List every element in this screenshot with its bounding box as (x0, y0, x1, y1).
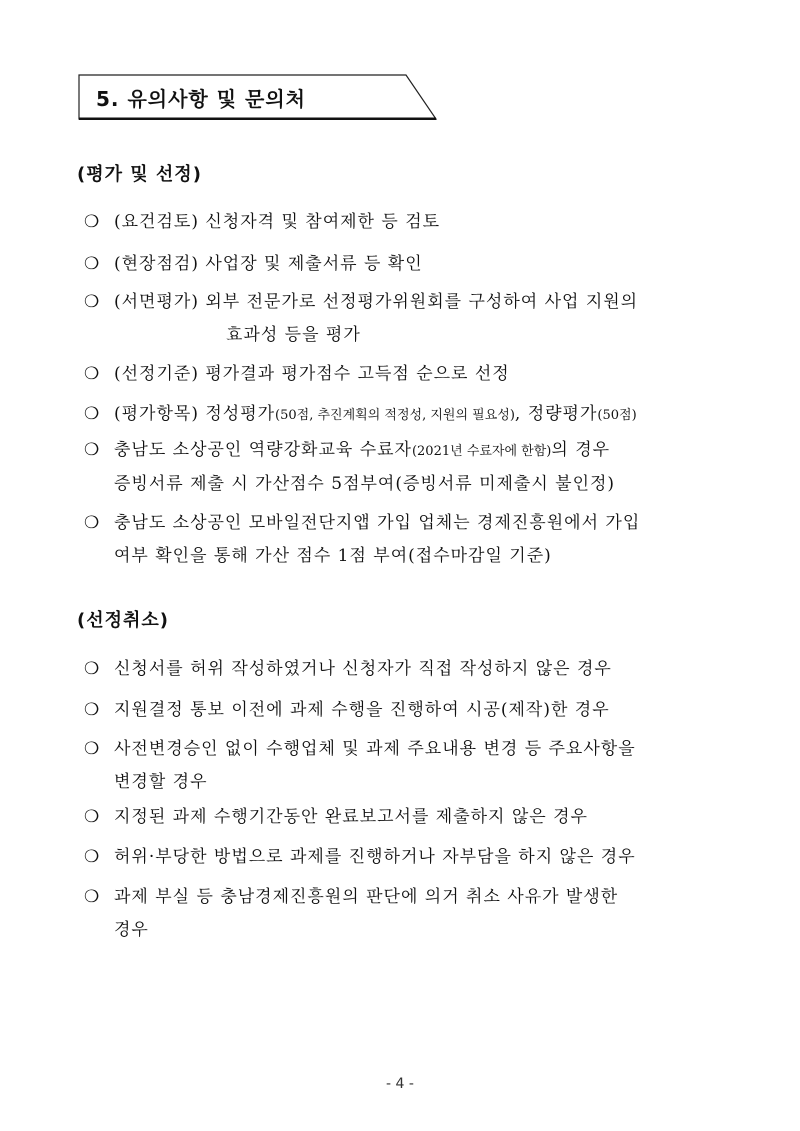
page-number: - 4 - (386, 1076, 414, 1092)
bullet-icon: ❍ (84, 292, 101, 312)
list-item (84, 507, 734, 573)
bullet-icon: ❍ (84, 887, 101, 907)
item-continuation: 효과성 등을 평가 (226, 325, 361, 345)
bullet-icon: ❍ (84, 404, 101, 424)
list-item (84, 358, 734, 391)
item-continuation: 경우 (114, 920, 149, 940)
bullet-icon: ❍ (84, 659, 101, 679)
item-text: 사전변경승인 없이 수행업체 및 과제 주요내용 변경 등 주요사항을 (114, 739, 636, 759)
bullet-icon: ❍ (84, 513, 101, 533)
bullet-icon: ❍ (84, 440, 101, 460)
list-item (84, 434, 734, 501)
bullet-icon: ❍ (84, 807, 101, 827)
item-continuation: 여부 확인을 통해 가산 점수 1점 부여(접수마감일 기준) (114, 546, 552, 566)
item-text: (평가항목) 정성평가 (114, 404, 276, 424)
bullet-icon: ❍ (84, 364, 101, 384)
list-item (84, 653, 734, 686)
bullet-icon: ❍ (84, 212, 101, 232)
list-item (84, 206, 734, 239)
section-title-box (78, 74, 438, 120)
list-item (84, 881, 734, 947)
item-text: 과제 부실 등 충남경제진흥원의 판단에 의거 취소 사유가 발생한 (114, 887, 619, 907)
item-text: (선정기준) 평가결과 평가점수 고득점 순으로 선정 (114, 364, 510, 384)
section-title: 5. 유의사항 및 문의처 (96, 87, 306, 111)
list-item (84, 841, 734, 874)
item-continuation: 변경할 경우 (114, 772, 208, 792)
list-item (84, 248, 734, 281)
item-note: (50점) (597, 408, 637, 423)
item-text: 의 경우 (551, 440, 611, 460)
item-text: 충남도 소상공인 역량강화교육 수료자 (114, 440, 412, 460)
item-note: (2021년 수료자에 한함) (411, 444, 552, 459)
item-text: , 정량평가 (514, 404, 598, 424)
item-text: 허위·부당한 방법으로 과제를 진행하거나 자부담을 하지 않은 경우 (114, 847, 636, 867)
item-text: 신청서를 허위 작성하였거나 신청자가 직접 작성하지 않은 경우 (114, 659, 612, 679)
item-text: 지원결정 통보 이전에 과제 수행을 진행하여 시공(제작)한 경우 (114, 700, 610, 720)
cancellation-heading: (선정취소) (77, 610, 170, 631)
item-continuation: 증빙서류 제출 시 가산점수 5점부여(증빙서류 미제출시 불인정) (114, 474, 616, 494)
item-text: 충남도 소상공인 모바일전단지앱 가입 업체는 경제진흥원에서 가입 (114, 513, 641, 533)
item-text: (요건검토) 신청자격 및 참여제한 등 검토 (114, 212, 441, 232)
list-item (84, 694, 734, 727)
item-text: (서면평가) 외부 전문가로 선정평가위원회를 구성하여 사업 지원의 (114, 292, 639, 312)
item-note: (50점, 추진계획의 적정성, 지원의 필요성) (275, 408, 515, 423)
bullet-icon: ❍ (84, 254, 101, 274)
bullet-icon: ❍ (84, 847, 101, 867)
item-text: 지정된 과제 수행기간동안 완료보고서를 제출하지 않은 경우 (114, 807, 588, 827)
list-item (84, 398, 734, 432)
evaluation-heading: (평가 및 선정) (77, 164, 202, 185)
list-item (84, 801, 734, 834)
bullet-icon: ❍ (84, 700, 101, 720)
list-item (84, 286, 734, 352)
bullet-icon: ❍ (84, 739, 101, 759)
item-text: (현장점검) 사업장 및 제출서류 등 확인 (114, 254, 423, 274)
list-item (84, 733, 734, 799)
